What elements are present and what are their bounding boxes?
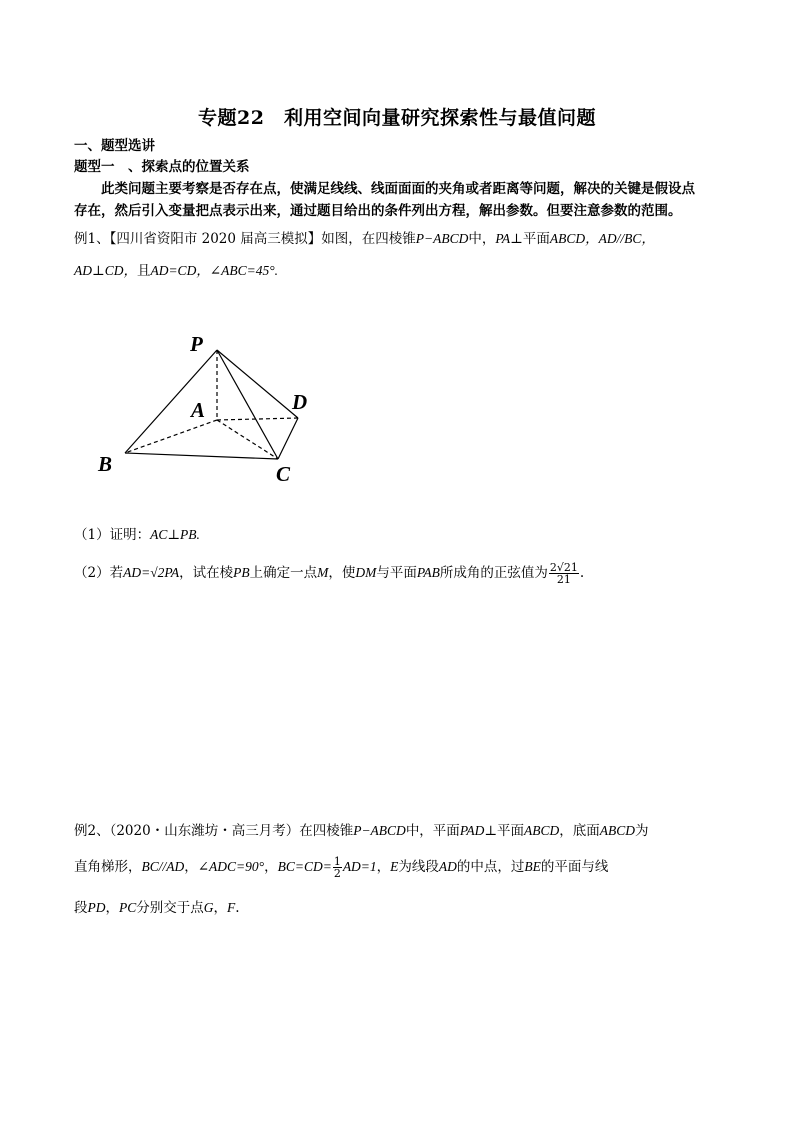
example-2-line-2: 直角梯形，BC//AD，∠ADC=90°，BC=CD= $\frac{1}{2}$ AD=1，E为线段AD的中点，过BE的平面与线 [74, 855, 609, 880]
label-A: A [191, 398, 206, 422]
half-fraction: $\frac{1}{2}$ [333, 855, 341, 880]
page-title: 专题22 利用空间向量研究探索性与最值问题 [198, 107, 596, 129]
edge-CD [278, 418, 298, 459]
section-heading: 一、题型选讲 [74, 138, 155, 154]
edge-AB [125, 420, 217, 453]
edge-BC [125, 453, 278, 459]
example-1-statement-line-2: AD⊥CD，且AD=CD，∠ABC=45°. [74, 263, 279, 279]
edge-PD [217, 350, 298, 418]
example-1-question-1: （1）证明：AC⊥PB. [74, 527, 200, 543]
label-C: C [276, 462, 291, 486]
edge-PC [217, 350, 278, 459]
edge-AD [217, 418, 298, 420]
example-1-question-2: （2）若AD=√2PA，试在棱PB上确定一点M，使DM与平面PAB所成角的正弦值为 $\frac{2√21}{21}$ . [74, 561, 585, 586]
edge-AC [217, 420, 278, 459]
label-B: B [98, 452, 113, 476]
example-2-line-3: 段PD，PC分别交于点G，F. [74, 900, 240, 916]
sine-value-fraction: $\frac{2√21}{21}$ [549, 561, 578, 586]
label-P: P [190, 332, 203, 356]
example-2-line-1: 例2、（2020・山东潍坊・高三月考）在四棱锥P−ABCD中，平面PAD⊥平面ABCD，底面ABCD为 [74, 823, 649, 839]
intro-line-1: 此类问题主要考察是否存在点，使满足线线、线面面面的夹角或者距离等问题，解决的关键是假设点 [101, 181, 695, 197]
type-heading: 题型一 、探索点的位置关系 [74, 159, 250, 175]
intro-line-2: 存在，然后引入变量把点表示出来，通过题目给出的条件列出方程，解出参数。但要注意参数的范围。 [74, 203, 682, 219]
label-D: D [292, 390, 308, 414]
example-1-statement: 例1、【四川省资阳市 2020 届高三模拟】如图，在四棱锥P−ABCD中，PA⊥平面ABCD，AD//BC， [74, 231, 655, 247]
